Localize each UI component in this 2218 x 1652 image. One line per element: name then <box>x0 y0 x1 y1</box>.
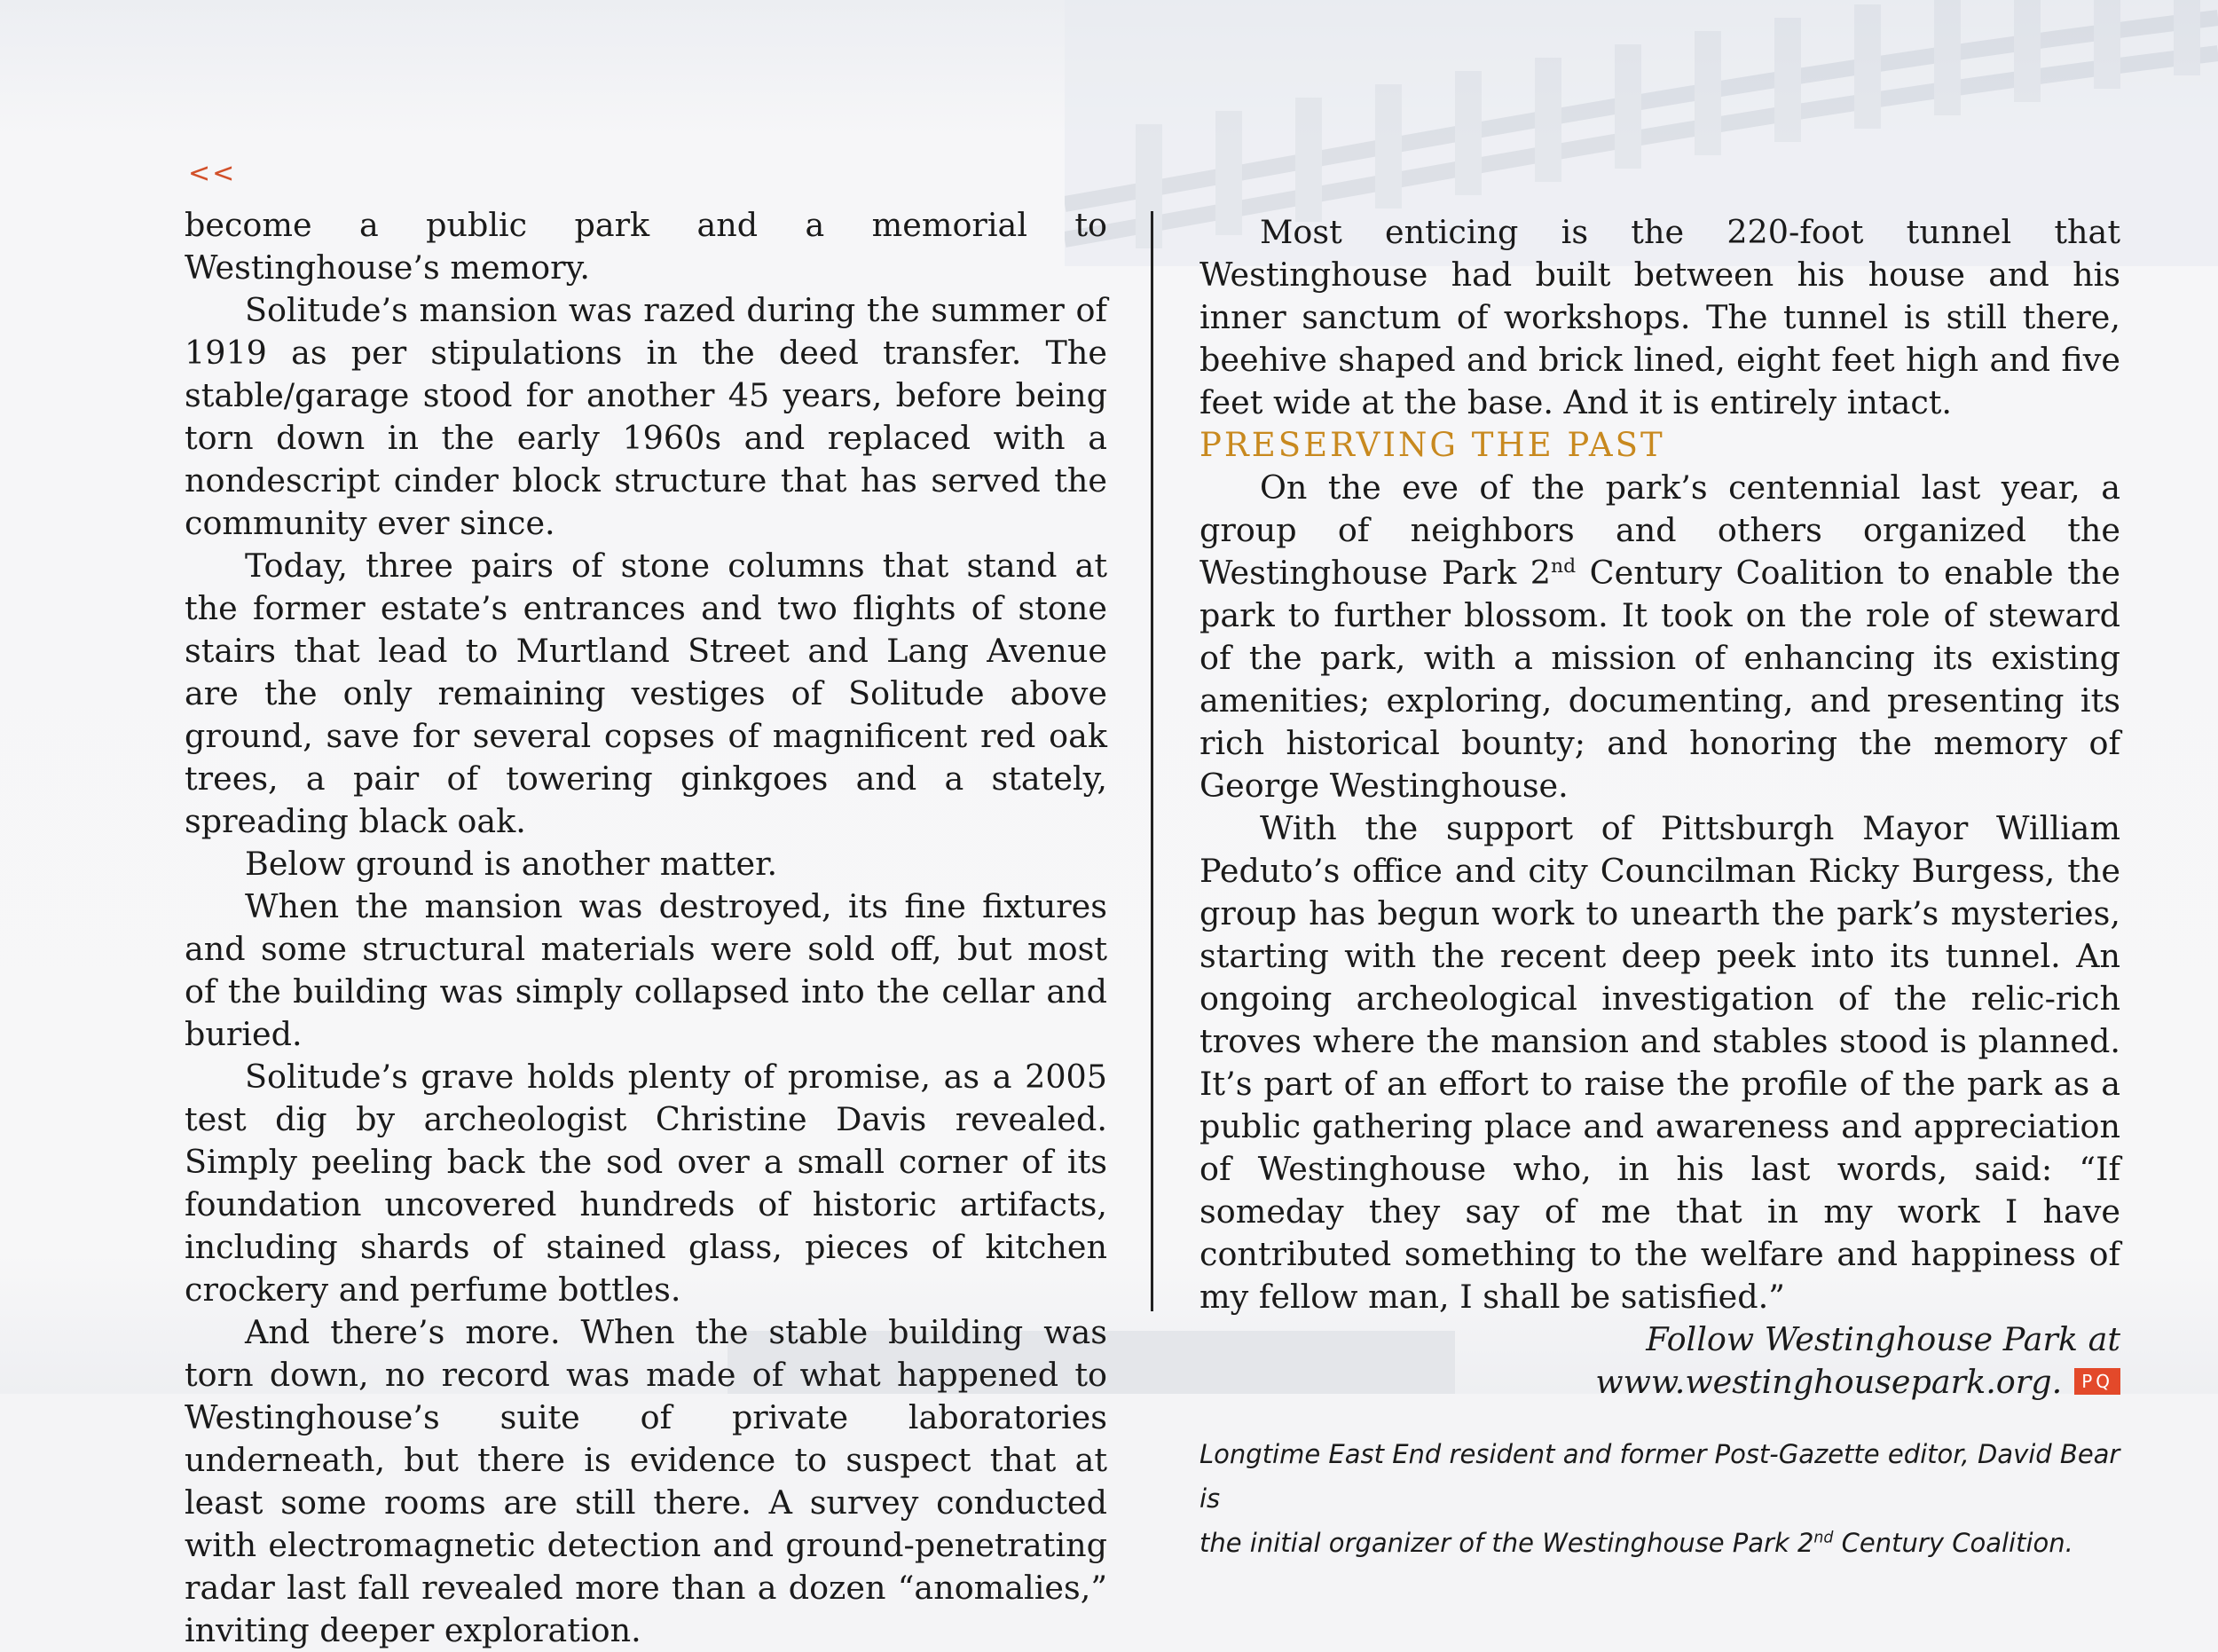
continued-from-previous-page-mark[interactable]: << <box>188 158 237 189</box>
ordinal-suffix: nd <box>1813 1529 1834 1547</box>
paragraph-text: Century Coalition to enable the park to further blossom. It took on the role of steward of the park, with a mission of enhancing its existing amenities; exploring, documenting, and presenting its rich historical bounty; and honoring the memory of George Westinghouse. <box>1199 554 2120 805</box>
body-paragraph: Solitude’s mansion was razed during the summer of 1919 as per stipulations in the deed transfer. The stable/garage stood for another 45 years, before being torn down in the early 1960s and replaced with a nondescript cinder block structure that has served the community ever since. <box>185 291 1107 542</box>
section-heading: PRESERVING THE PAST <box>1199 426 1665 464</box>
pq-badge: PQ <box>2074 1368 2120 1395</box>
body-paragraph: Today, three pairs of stone columns that stand at the former estate’s entrances and two flights of stone stairs that lead to Murtland Street and Lang Avenue are the only remaining vestiges of Solitude above ground, save for several copses of magnificent red oak trees, a pair of towering ginkgoes and a stately, spreading black oak. <box>185 547 1107 840</box>
body-paragraph <box>1199 467 2120 807</box>
website-callout <box>1199 1318 2120 1404</box>
body-paragraph: become a public park and a memorial to Westinghouse’s memory. <box>185 206 1107 287</box>
article-right-column <box>1199 211 2120 1565</box>
body-paragraph: And there’s more. When the stable building was torn down, no record was made of what happened to Westinghouse’s suite of private laboratories underneath, but there is evidence to suspect that at least some rooms are still there. A survey conducted with electromagnetic detection and ground-penetrating radar last fall revealed more than a dozen “anomalies,” inviting deeper exploration. <box>185 1313 1107 1649</box>
bio-text: the initial organizer of the Westinghouse Park 2 <box>1199 1528 1814 1558</box>
paragraph-text: On the eve of the park’s centennial last year, a group of neighbors and others organized the Westinghouse Park 2 <box>1199 468 2120 592</box>
body-paragraph: Below ground is another matter. <box>245 845 778 883</box>
article-left-column <box>185 204 1107 1652</box>
column-divider <box>1151 211 1153 1311</box>
ordinal-suffix: nd <box>1551 555 1577 578</box>
body-paragraph: When the mansion was destroyed, its fine fixtures and some structural materials were sold off, but most of the building was simply collapsed into the cellar and buried. <box>185 887 1107 1053</box>
bio-text: Century Coalition. <box>1833 1528 2073 1558</box>
body-paragraph: With the support of Pittsburgh Mayor William Peduto’s office and city Councilman Ricky Burgess, the group has begun work to unearth the park’s mysteries, starting with the recent deep peek into its tunnel. An ongoing archeological investigation of the relic-rich troves where the mansion and stables stood is planned. It’s part of an effort to raise the profile of the park as a public gathering place and awareness and appreciation of Westinghouse who, in his last words, said: “If someday they say of me that in my work I have contributed something to the welfare and happiness of my fellow man, I shall be satisfied.” <box>1199 809 2120 1316</box>
body-paragraph: Most enticing is the 220-foot tunnel that Westinghouse had built between his house and his inner sanctum of workshops. The tunnel is still there, beehive shaped and brick lined, eight feet high and five feet wide at the base. And it is entirely intact. <box>1199 213 2120 421</box>
author-bio-line <box>1199 1521 2120 1565</box>
body-paragraph: Solitude’s grave holds plenty of promise, as a 2005 test dig by archeologist Christine Davis revealed. Simply peeling back the sod over a small corner of its foundation uncovered hundreds of historic artifacts, including shards of stained glass, pieces of kitchen crockery and perfume bottles. <box>185 1058 1107 1309</box>
author-bio-line: Longtime East End resident and former Post-Gazette editor, David Bear is <box>1199 1439 2120 1514</box>
website-link[interactable]: Follow Westinghouse Park at www.westinghousepark.org. <box>1595 1320 2120 1401</box>
author-bio <box>1199 1432 2120 1565</box>
